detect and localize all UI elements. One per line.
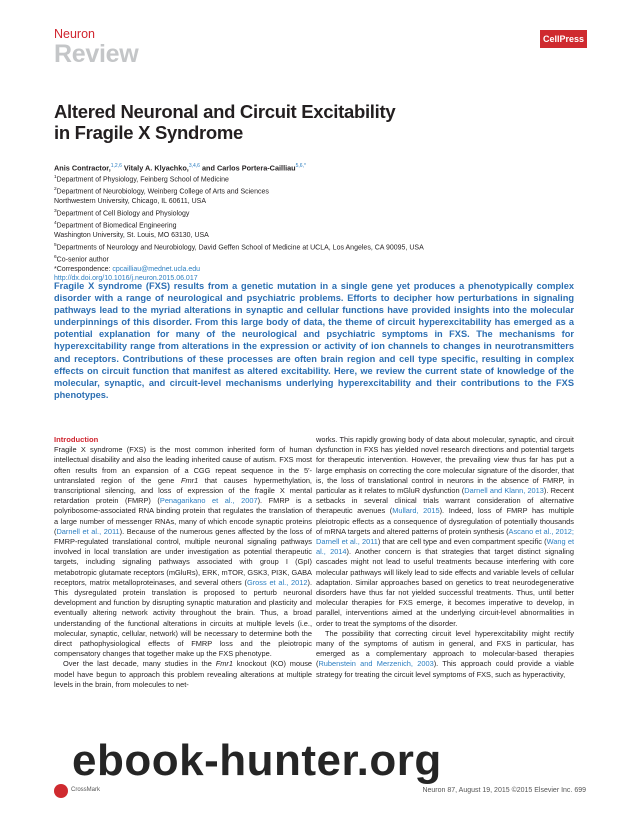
body-text: works. This rapidly growing body of data about molecular, synaptic, and circuit dysfunction in FXS has yielded novel research directions and potential targets for therapeutic intervention. However, the prevailing view thus far has put a large emphasis on correcting the core molecular signature of the disorder, that is, the loss of translational control in neurons in the absence of FMRP, in particular as it relates to mGluR dysfunction ( <box>316 435 574 496</box>
affiliation-7 <box>54 241 424 253</box>
affiliation-text: Department of Physiology, Feinberg School of Medicine <box>56 176 229 184</box>
citation-link[interactable]: Darnell et al., 2011 <box>56 526 120 536</box>
citation-link[interactable]: Darnell and Klann, 2013 <box>464 486 544 496</box>
affiliation-sup: 4 <box>54 220 57 226</box>
intro-paragraph-4 <box>316 629 574 680</box>
crossmark-badge[interactable] <box>54 784 116 798</box>
body-text: ). This approach could provide a viable strategy for treating the circuit level symptoms of FXS, such as hyperactivity, <box>316 659 574 679</box>
body-text: ). Another concern is that strategies that target distinct signaling cascades might not lead to useful treatments because interfering with core molecular pathways will likely lead to side effects and variable levels of cellular adaptation. Similar approaches based on genetics to treat neurodegenerative disorders have thus far not yielded successful treatments. Thus, until better molecular therapies for FXS emerge, it becomes imperative to develop, in parallel, interventions aimed at the underlying circuit-level abnormalities in order to treat the symptoms of the disorder. <box>316 547 574 628</box>
abstract: Fragile X syndrome (FXS) results from a genetic mutation in a single gene yet produces a phenotypically complex disorder with a range of neurological and psychiatric problems. Efforts to decipher how perturbations in signaling pathways lead to the myriad alterations in synaptic and cellular functions have provided insights into the molecular underpinnings of this disorder. From this large body of data, the theme of circuit hyperexcitability has emerged as a potential explanation for many of the neurological and psychiatric symptoms in FXS. The mechanisms for hyperexcitability range from alterations in the expression or activity of ion channels to changes in neurotransmitters and receptors. Contributions of these processes are often brain region and cell type specific, resulting in complex effects on circuit function that manifest as altered excitability. Here, we review the current state of knowledge of the molecular, synaptic, and circuit-level mechanisms underlying hyperexcitability and their contributions to the FXS phenotypes. <box>54 281 574 400</box>
citation-link[interactable]: Rubenstein and Merzenich, 2003 <box>318 659 434 669</box>
italic-text: Fmr1 <box>215 659 233 669</box>
correspondence-email-link[interactable]: cpcailliau@mednet.ucla.edu <box>112 265 201 273</box>
body-text: knockout (KO) mouse model have begun to approach this problem revealing alterations at multiple levels in the brain, from molecules to net- <box>54 659 312 689</box>
affiliation-sup: 3 <box>54 208 57 214</box>
citation-link[interactable]: Mullard, 2015 <box>392 506 440 516</box>
doi-link[interactable]: http://dx.doi.org/10.1016/j.neuron.2015.06.017 <box>54 275 198 283</box>
affiliation-text: Co-senior author <box>56 255 109 263</box>
author-3: and Carlos Portera-Cailliau <box>201 163 296 173</box>
body-text: Over the last decade, many studies in the <box>63 659 216 669</box>
author-1-affil: 1,2,6 <box>110 163 122 169</box>
body-column-left <box>54 435 312 690</box>
crossmark-icon <box>54 784 68 798</box>
intro-paragraph-2 <box>54 659 312 690</box>
affiliation-text: Washington University, St. Louis, MO 63130, USA <box>54 231 209 239</box>
affiliation-1 <box>54 173 424 185</box>
affiliation-text: Departments of Neurology and Neurobiology, David Geffen School of Medicine at UCLA, Los Angeles, CA 90095, USA <box>56 243 424 251</box>
correspondence-label: *Correspondence: <box>54 265 113 273</box>
affiliations <box>54 173 424 284</box>
title-line-2: in Fragile X Syndrome <box>54 122 244 143</box>
citation-link[interactable]: Penagarikano et al., 2007 <box>159 496 258 506</box>
affiliation-2 <box>54 185 424 197</box>
article-title <box>54 101 474 143</box>
affiliation-sup: 2 <box>54 187 57 193</box>
body-text: ). Recent setbacks in several clinical trials warrant consideration of alternative therapeutic avenues ( <box>316 486 574 516</box>
affiliation-sup: 1 <box>54 175 57 180</box>
crossmark-label: CrossMark <box>71 787 101 793</box>
affiliation-6 <box>54 231 424 241</box>
affiliation-5 <box>54 219 424 231</box>
affiliation-text: Department of Neurobiology, Weinberg College of Arts and Sciences <box>56 188 269 196</box>
correspondence <box>54 265 424 275</box>
section-label: Review <box>54 40 139 68</box>
page-footer: Neuron 87, August 19, 2015 ©2015 Elsevier Inc. 699 <box>422 787 586 794</box>
affiliation-8 <box>54 253 424 265</box>
body-text: that causes hypermethylation, transcriptional silencing, and loss of expression of the fragile X mental retardation protein (FMRP) ( <box>54 475 312 506</box>
author-2: Vitaly A. Klyachko, <box>123 163 189 173</box>
affiliation-sup: 5 <box>54 242 57 248</box>
citation-link[interactable]: Ascano et al., 2012; Darnell et al., 2011 <box>316 526 574 547</box>
body-text: ). FMRP is a polyribosome-associated RNA binding protein that regulates the translation of a large number of messenger RNAs, many of which encode synaptic proteins ( <box>54 496 312 536</box>
affiliation-text: Department of Biomedical Engineering <box>56 222 177 230</box>
journal-name: Neuron <box>54 27 95 41</box>
author-list <box>54 163 306 172</box>
affiliation-sup: 6 <box>54 254 57 260</box>
body-text: ). Because of the numerous genes affected by the loss of FMRP-regulated translational control, multiple neuronal signaling pathways involved in local translation are under investigation as potential therapeutic targets, including signaling pathways associated with group I (GpI) metabotropic glutamate receptors (mGluRs), ERK, mTOR, GSK3, PI3K, GABA receptors, matrix metalloproteinases, and several others ( <box>54 526 312 587</box>
watermark: ebook-hunter.org <box>72 736 442 785</box>
cellpress-logo: CellPress <box>540 30 587 48</box>
citation-link[interactable]: Gross et al., 2012 <box>246 577 308 587</box>
author-1: Anis Contractor, <box>54 163 111 173</box>
affiliation-3 <box>54 197 424 207</box>
body-text: ). Indeed, loss of FMRP has multiple pleiotropic effects as a consequence of dysregulation of potentially thousands of mRNA targets and altered patterns of protein synthesis ( <box>316 506 575 536</box>
body-column-right <box>316 435 574 680</box>
body-text: ) that are cell type and even compartment specific ( <box>377 537 547 547</box>
body-text: ). This dysregulated protein translation is proposed to perturb neuronal development and function by disrupting synaptic maturation and plasticity and eventually altering network activity throughout the brain. Thus, a broad understanding of the functional alterations in circuits at multiple levels (i.e., molecular, synaptic, cellular, network) will be necessary to determine both the direct pathophysiological effects of FMRP loss and the pleiotropic compensatory changes that together make up the FXS phenotype. <box>54 577 313 659</box>
affiliation-text: Department of Cell Biology and Physiology <box>56 210 190 218</box>
intro-paragraph-1 <box>54 445 312 659</box>
introduction-heading: Introduction <box>54 435 99 444</box>
author-3-affil: 5,6,* <box>295 163 306 169</box>
italic-text: Fmr1 <box>180 475 199 485</box>
intro-paragraph-3 <box>316 435 574 629</box>
citation-link[interactable]: Wang et al., 2014 <box>316 537 575 557</box>
affiliation-text: Northwestern University, Chicago, IL 60611, USA <box>54 198 206 206</box>
body-text: The possibility that correcting circuit level hyperexcitability might rectify many of the symptoms of autism in general, and FXS in particular, has emerged as a complementary approach to molecular-based therapies ( <box>316 628 574 669</box>
title-line-1: Altered Neuronal and Circuit Excitability <box>54 101 396 122</box>
affiliation-4 <box>54 207 424 219</box>
author-2-affil: 3,4,6 <box>188 163 200 169</box>
body-text: Fragile X syndrome (FXS) is the most common inherited form of human intellectual disability and also the leading inherited cause of autism. FXS most often results from an expansion of a CGG repeat sequence in the 5′-untranslated region of the gene <box>54 445 312 485</box>
